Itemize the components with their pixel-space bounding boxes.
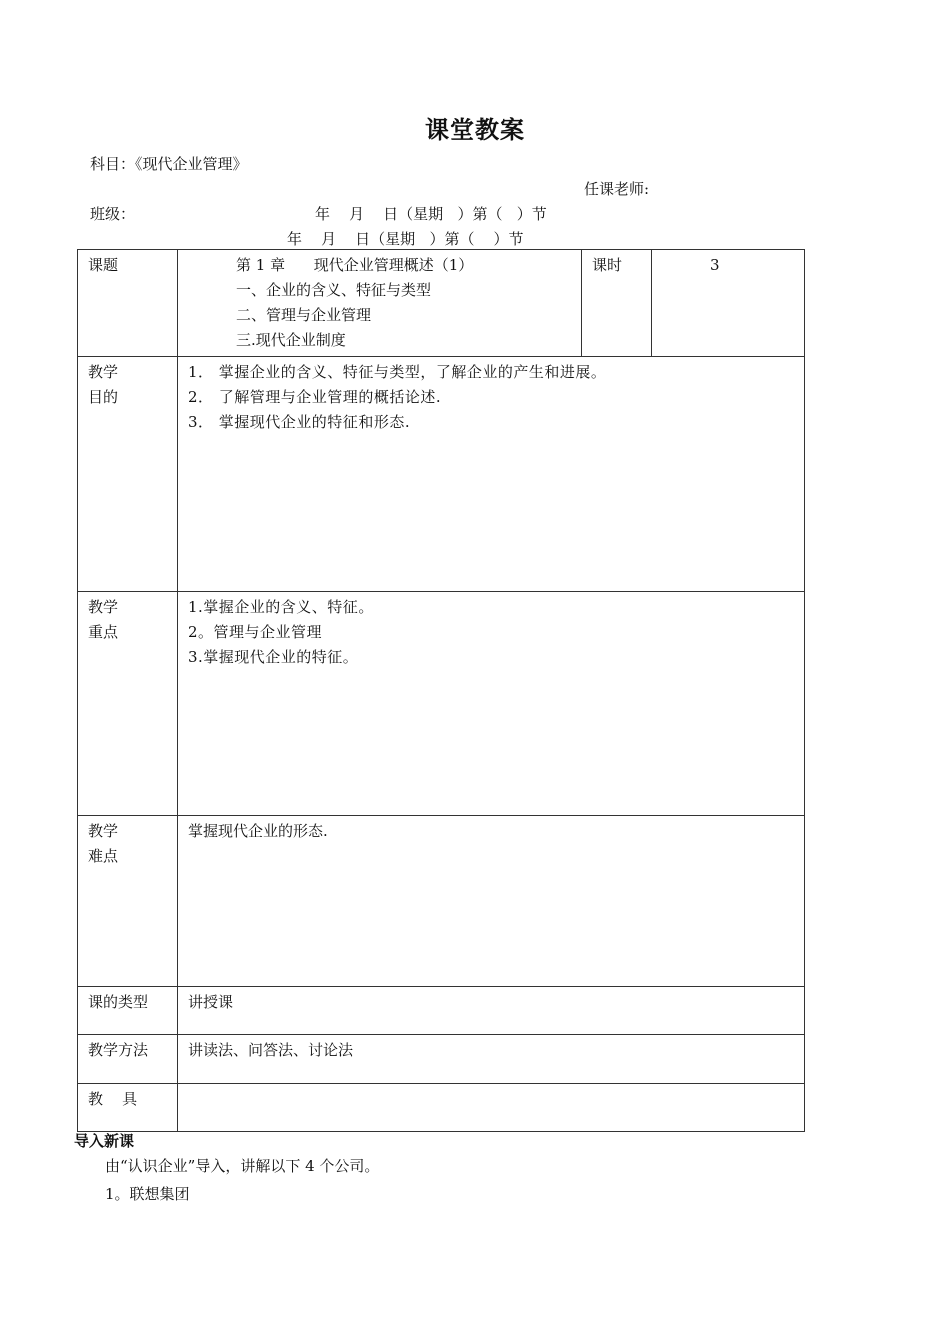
lesson-plan-table (77, 249, 805, 1132)
goals-label-line: 目的 (88, 388, 119, 406)
type-label: 课的类型 (78, 987, 178, 1035)
focus-label (78, 592, 178, 816)
intro-paragraph: 由“认识企业”导入，讲解以下 4 个公司。 (105, 1157, 380, 1175)
focus-item: 1.掌握企业的含义、特征。 (188, 598, 374, 616)
focus-row (78, 592, 805, 816)
topic-line: 一、企业的含义、特征与类型 (236, 281, 432, 299)
goal-item: 2． 了解管理与企业管理的概括论述. (188, 388, 442, 406)
teacher-line: 任课老师: (584, 180, 650, 198)
goal-item: 3． 掌握现代企业的特征和形态. (188, 413, 411, 431)
class-line: 班级： (90, 205, 136, 223)
difficulty-row (78, 816, 805, 987)
focus-item: 2。管理与企业管理 (188, 623, 323, 641)
date-line-2: 年 月 日（星期 ）第（ ）节 (287, 230, 524, 248)
goals-label (78, 357, 178, 592)
intro-heading: 导入新课 (74, 1132, 135, 1150)
hours-label: 课时 (582, 250, 652, 357)
method-value: 讲读法、问答法、讨论法 (178, 1035, 805, 1084)
date-line-1: 年 月 日（星期 ）第（ ）节 (315, 205, 547, 223)
type-value: 讲授课 (178, 987, 805, 1035)
topic-content (178, 250, 582, 357)
goals-label-line: 教学 (88, 363, 119, 381)
goal-item: 1． 掌握企业的含义、特征与类型，了解企业的产生和进展。 (188, 363, 607, 381)
goals-row (78, 357, 805, 592)
focus-label-line: 教学 (88, 598, 119, 616)
focus-label-line: 重点 (88, 623, 119, 641)
focus-item: 3.掌握现代企业的特征。 (188, 648, 359, 666)
method-label: 教学方法 (78, 1035, 178, 1084)
topic-line: 三.现代企业制度 (236, 331, 346, 349)
topic-label: 课题 (78, 250, 178, 357)
difficulty-content: 掌握现代企业的形态. (178, 816, 805, 987)
tools-label: 教 具 (78, 1084, 178, 1132)
type-row (78, 987, 805, 1035)
subject-line: 科目：《现代企业管理》 (90, 155, 248, 173)
topic-line: 第 1 章 现代企业管理概述（1） (236, 256, 474, 274)
page-title: 课堂教案 (425, 116, 525, 144)
tools-row (78, 1084, 805, 1132)
difficulty-label-line: 教学 (88, 822, 119, 840)
goals-content (178, 357, 805, 592)
topic-row (78, 250, 805, 357)
difficulty-label-line: 难点 (88, 847, 119, 865)
focus-content (178, 592, 805, 816)
method-row (78, 1035, 805, 1084)
difficulty-label (78, 816, 178, 987)
intro-list-item: 1。联想集团 (105, 1185, 190, 1203)
hours-value: 3 (652, 250, 805, 357)
tools-value (178, 1084, 805, 1132)
topic-line: 二、管理与企业管理 (236, 306, 372, 324)
